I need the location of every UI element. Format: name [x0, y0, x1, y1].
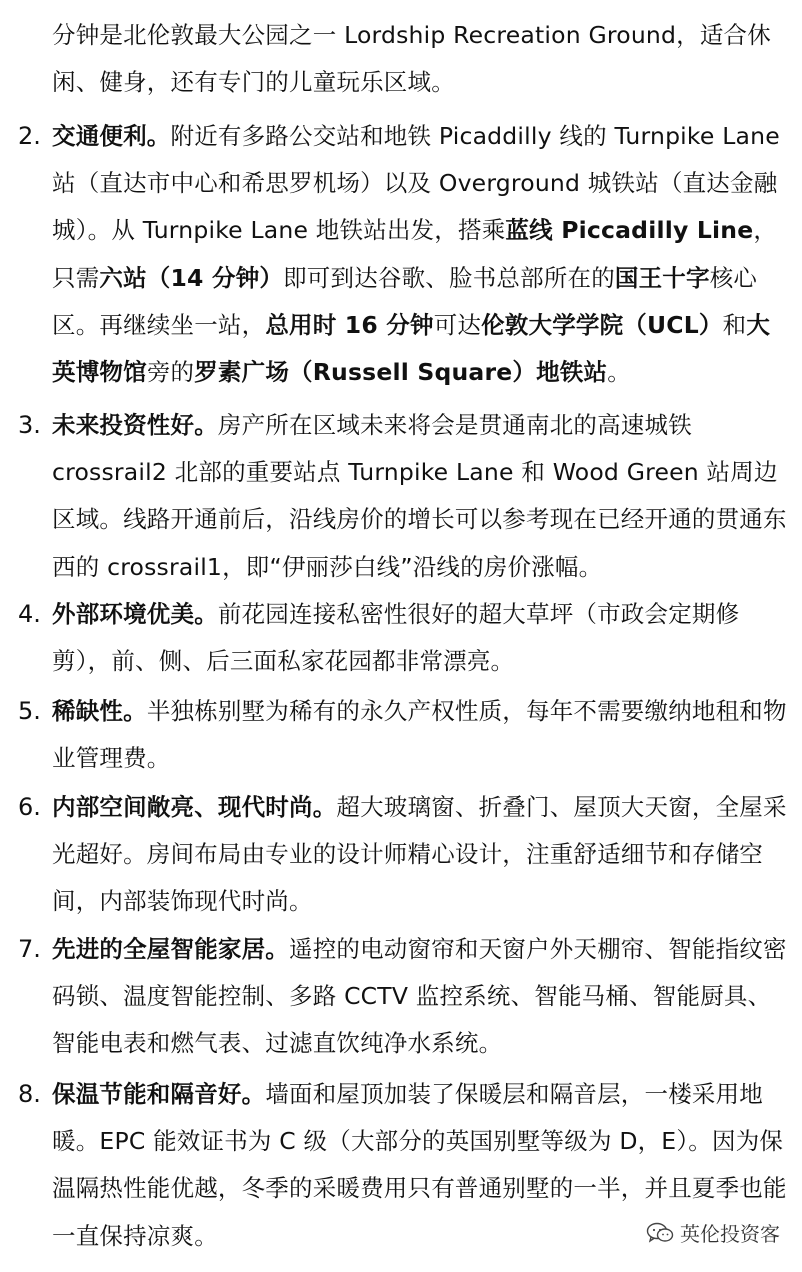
item-highlight: 六站（14 分钟）	[99, 263, 284, 292]
item-number: 3.	[18, 411, 41, 439]
item-number: 2.	[18, 122, 41, 150]
item-text: 墙面和屋顶加装了保暖层和隔音层，一楼采用地暖。EPC 能效证书为 C 级（大部分的英国别墅等级为 D，E）。因为保温隔热性能优越，冬季的采暖费用只有普通别墅的一半，并且夏季也能一直保持凉爽。	[52, 1080, 787, 1250]
item-number: 8.	[18, 1080, 41, 1108]
item-text: 前花园连接私密性很好的超大草坪（市政会定期修剪），前、侧、后三面私家花园都非常漂亮。	[52, 600, 740, 676]
item-body	[52, 784, 787, 926]
item-title: 保温节能和隔音好。	[52, 1080, 266, 1108]
item-text: ，只需	[52, 216, 778, 292]
item-body	[52, 591, 787, 685]
item-number: 5.	[18, 697, 41, 725]
item-title: 内部空间敞亮、现代时尚。	[52, 793, 337, 821]
item-number: 4.	[18, 600, 41, 628]
item-text: 。	[607, 358, 631, 387]
item-title: 稀缺性。	[52, 697, 147, 725]
item-body	[52, 688, 787, 782]
item-text: 核心区。再继续坐一站，	[52, 263, 758, 339]
item-text: 附近有多路公交站和地铁 Picaddilly 线的 Turnpike Lane 站（直达市中心和希思罗机场）以及 Overground 城铁站（直达金融城）。从 Turnpike Lane 地铁站出发，搭乘	[52, 122, 780, 245]
item-title: 先进的全屋智能家居。	[52, 935, 289, 963]
watermark	[646, 1218, 780, 1247]
item-body	[52, 113, 787, 396]
item-highlight: 国王十字	[614, 263, 710, 292]
item-text: 遥控的电动窗帘和天窗户外天棚帘、智能指纹密码锁、温度智能控制、多路 CCTV 监控系统、智能马桶、智能厨具、智能电表和燃气表、过滤直饮纯净水系统。	[52, 935, 787, 1058]
item-body: 分钟是北伦敦最大公园之一 Lordship Recreation Ground，适合休闲、健身，还有专门的儿童玩乐区域。	[52, 21, 771, 97]
wechat-icon	[646, 1222, 674, 1244]
item-text: 旁的	[146, 358, 195, 387]
item-highlight: 大英博物馆	[52, 310, 771, 387]
item-text: 即可到达谷歌、脸书总部所在的	[283, 263, 615, 292]
item-title: 未来投资性好。	[52, 411, 218, 439]
item-highlight: 罗素广场（Russell Square）地铁站	[194, 358, 608, 387]
item-text: 和	[722, 310, 747, 339]
item-highlight: 伦敦大学学院（UCL）	[481, 310, 723, 339]
item-body	[52, 926, 787, 1068]
item-body	[52, 402, 787, 591]
watermark-text: 英伦投资客	[680, 1222, 780, 1246]
item-highlight: 蓝线 Piccadilly Line	[505, 216, 754, 245]
item-number: 6.	[18, 793, 41, 821]
item-title: 外部环境优美。	[52, 600, 218, 628]
item-title: 交通便利。	[52, 122, 171, 150]
item-text: 超大玻璃窗、折叠门、屋顶大天窗，全屋采光超好。房间布局由专业的设计师精心设计，注重舒适细节和存储空间，内部装饰现代时尚。	[52, 793, 787, 916]
item-text: 可达	[433, 310, 482, 339]
item-number: 7.	[18, 935, 41, 963]
item-highlight: 总用时 16 分钟	[265, 310, 434, 339]
item-text: 半独栋别墅为稀有的永久产权性质，每年不需要缴纳地租和物业管理费。	[52, 697, 787, 773]
item-text: 房产所在区域未来将会是贯通南北的高速城铁 crossrail2 北部的重要站点 Turnpike Lane 和 Wood Green 站周边区域。线路开通前后，沿线房价的增长可以参考现在已经开通的贯通东西的 crossrail1，即“伊丽莎白线”沿线的房价涨幅。	[52, 411, 787, 581]
